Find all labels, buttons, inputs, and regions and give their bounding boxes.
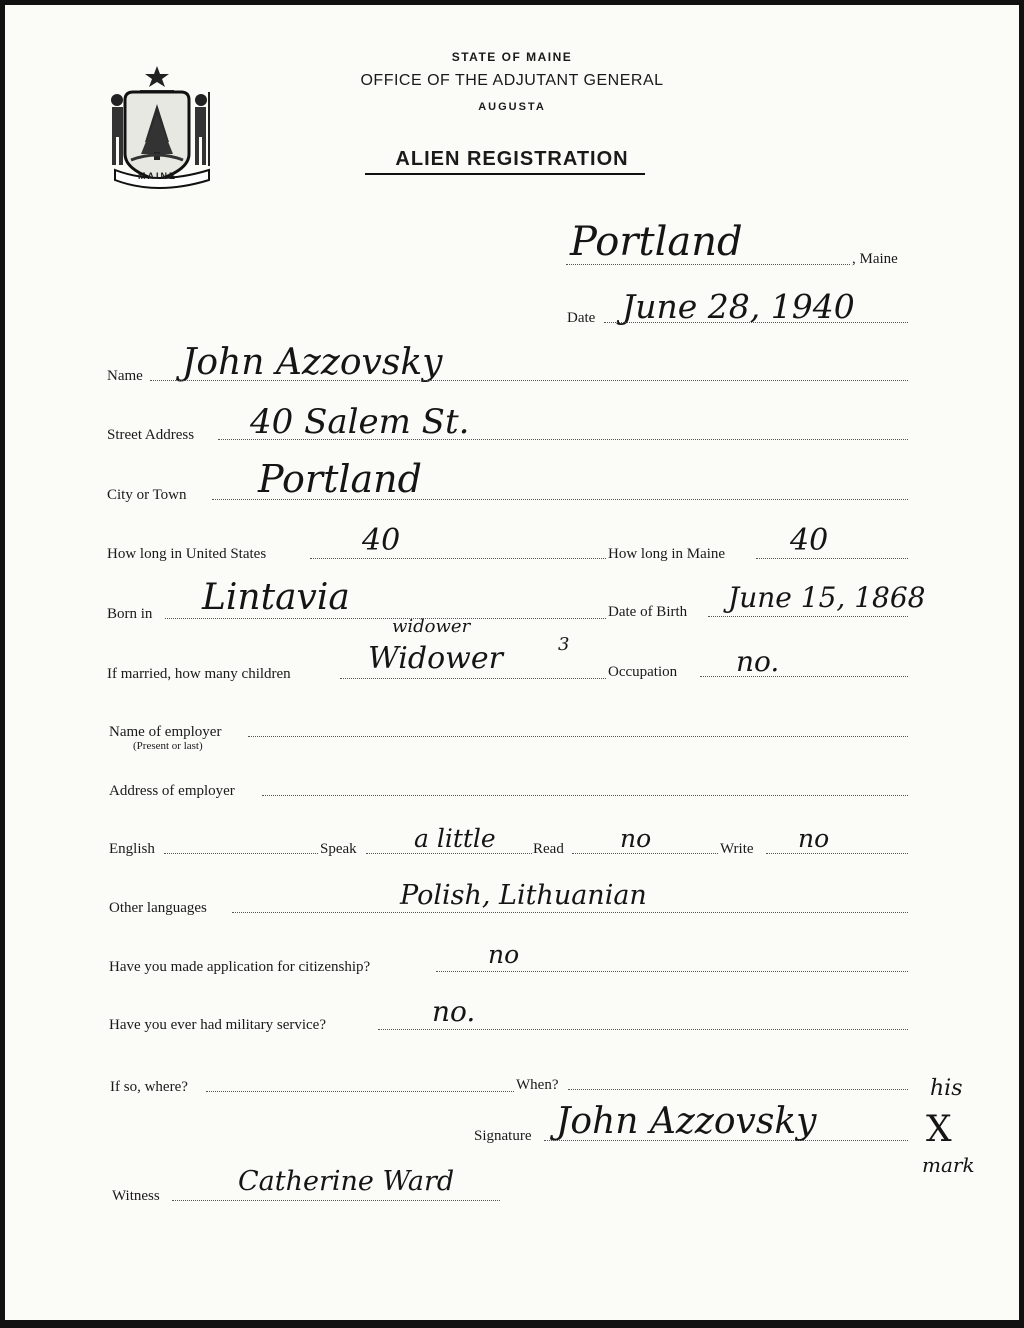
- page-title: ALIEN REGISTRATION: [395, 148, 629, 170]
- married-number: 3: [558, 634, 570, 655]
- maine-label: How long in Maine: [608, 546, 726, 562]
- other-languages-label: Other languages: [109, 900, 207, 916]
- english-label: English: [109, 841, 155, 857]
- employer-address-line: [262, 795, 908, 796]
- scan-border-bottom: [0, 1320, 1024, 1328]
- where-label: If so, where?: [110, 1079, 188, 1095]
- name-line: [150, 380, 908, 381]
- read-line: [572, 853, 718, 854]
- born-line: [165, 618, 606, 619]
- military-line: [378, 1029, 908, 1030]
- title-underline: [365, 173, 645, 175]
- where-line: [206, 1091, 514, 1092]
- employer-sub: (Present or last): [133, 740, 203, 752]
- read-label: Read: [533, 841, 564, 857]
- speak-line: [366, 853, 532, 854]
- write-value: no: [798, 824, 830, 853]
- dob-label: Date of Birth: [608, 604, 688, 620]
- seal-text: MAINE: [138, 171, 177, 181]
- signature-value: John Azzovsky: [556, 1101, 817, 1142]
- date-value: June 28, 1940: [622, 287, 855, 326]
- witness-label: Witness: [112, 1188, 160, 1204]
- date-label: Date: [567, 310, 596, 326]
- employer-address-label: Address of employer: [109, 783, 235, 799]
- street-value: 40 Salem St.: [250, 402, 470, 442]
- citizenship-line: [436, 971, 908, 972]
- city-value: Portland: [258, 457, 422, 501]
- maine-line: [756, 558, 908, 559]
- read-value: no: [620, 824, 652, 853]
- state-heading: STATE OF MAINE: [451, 50, 573, 64]
- place-line: [566, 264, 850, 265]
- other-languages-line: [232, 912, 908, 913]
- date-line: [604, 322, 908, 323]
- witness-line: [172, 1200, 500, 1201]
- scan-border-top: [0, 0, 1024, 5]
- dob-line: [708, 616, 908, 617]
- us-value: 40: [362, 523, 401, 558]
- mark-word: mark: [922, 1153, 975, 1177]
- us-line: [310, 558, 606, 559]
- dob-value: June 15, 1868: [728, 581, 926, 614]
- write-label: Write: [720, 841, 754, 857]
- office-heading: OFFICE OF THE ADJUTANT GENERAL: [360, 72, 664, 89]
- born-label: Born in: [107, 606, 153, 622]
- scan-border-left: [0, 0, 5, 1328]
- signature-label: Signature: [474, 1128, 532, 1144]
- employer-line: [248, 736, 908, 737]
- place-suffix: , Maine: [852, 251, 898, 267]
- city-heading: AUGUSTA: [478, 101, 546, 113]
- employer-label: Name of employer: [109, 724, 222, 740]
- write-line: [766, 853, 908, 854]
- mark-x: X: [926, 1109, 952, 1150]
- married-note: widower: [392, 616, 471, 637]
- when-label: When?: [516, 1077, 559, 1093]
- occupation-line: [700, 676, 908, 677]
- citizenship-label: Have you made application for citizenship?: [109, 959, 371, 975]
- born-value: Lintavia: [202, 577, 350, 618]
- citizenship-value: no: [488, 940, 520, 969]
- occupation-value: no.: [736, 645, 780, 678]
- city-label: City or Town: [107, 487, 187, 503]
- street-line: [218, 439, 908, 440]
- speak-label: Speak: [320, 841, 357, 857]
- name-label: Name: [107, 368, 143, 384]
- married-label: If married, how many children: [107, 666, 291, 682]
- military-value: no.: [432, 995, 476, 1028]
- signature-line: [544, 1140, 908, 1141]
- street-label: Street Address: [107, 427, 195, 443]
- speak-value: a little: [414, 824, 496, 853]
- married-line: [340, 678, 606, 679]
- city-line: [212, 499, 908, 500]
- military-label: Have you ever had military service?: [109, 1017, 326, 1033]
- place-value: Portland: [570, 219, 743, 265]
- us-label: How long in United States: [107, 546, 267, 562]
- when-line: [568, 1089, 908, 1090]
- mark-his: his: [930, 1076, 963, 1101]
- other-languages-value: Polish, Lithuanian: [400, 880, 647, 911]
- married-value: Widower: [368, 641, 503, 676]
- maine-value: 40: [790, 523, 829, 558]
- occupation-label: Occupation: [608, 664, 678, 680]
- scan-border-right: [1019, 0, 1024, 1328]
- witness-value: Catherine Ward: [238, 1166, 455, 1197]
- name-value: John Azzovsky: [182, 342, 443, 383]
- english-line: [164, 853, 318, 854]
